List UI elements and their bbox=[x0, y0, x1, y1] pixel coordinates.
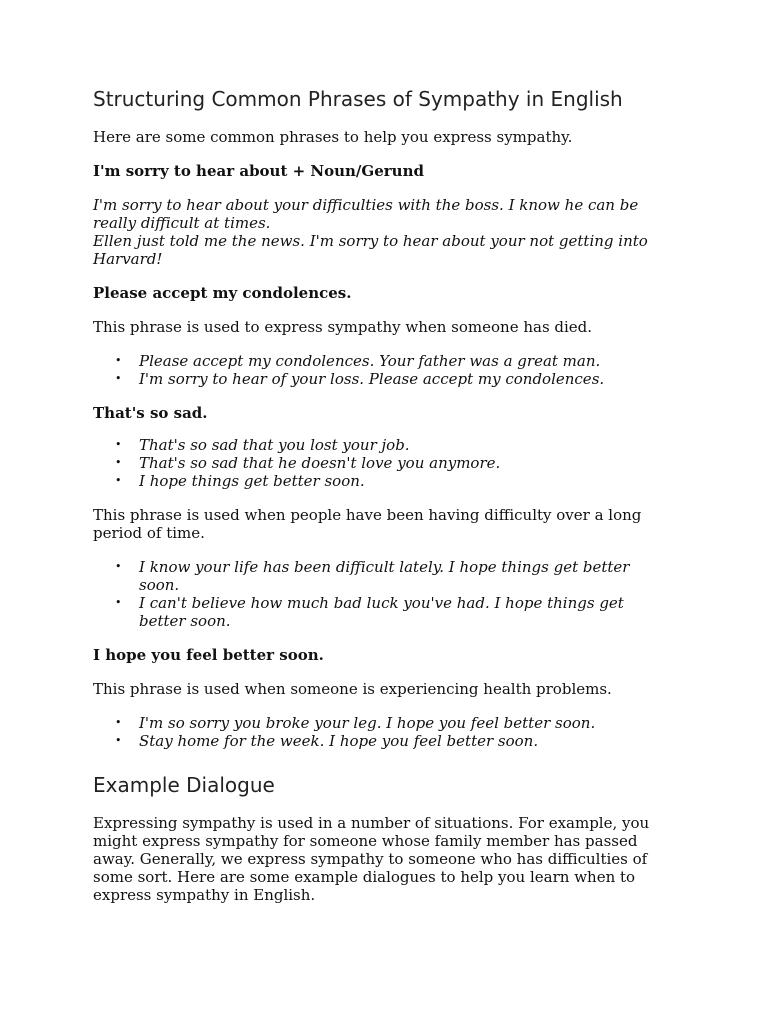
list-item: • Stay home for the week. I hope you feel better soon. bbox=[115, 732, 539, 750]
difficulty-description: This phrase is used when people have been having difficulty over a long period of time. bbox=[93, 506, 642, 542]
so-sad-list bbox=[93, 436, 673, 490]
condolences-description: This phrase is used to express sympathy when someone has died. bbox=[93, 318, 593, 336]
condolences-list bbox=[93, 352, 673, 388]
bullet-icon: • bbox=[115, 734, 122, 747]
bullet-icon: • bbox=[115, 354, 122, 367]
list-item: • I'm sorry to hear of your loss. Please accept my condolences. bbox=[115, 370, 605, 388]
bullet-icon: • bbox=[115, 456, 122, 469]
example-sorry-harvard: Ellen just told me the news. I'm sorry to hear about your not getting into Harvard! bbox=[93, 232, 648, 268]
list-item: • Please accept my condolences. Your father was a great man. bbox=[115, 352, 601, 370]
bullet-icon: • bbox=[115, 438, 122, 451]
list-item: • I can't believe how much bad luck you've had. I hope things get better soon. bbox=[115, 594, 624, 630]
bullet-icon: • bbox=[115, 560, 122, 573]
document-page bbox=[93, 86, 673, 904]
dialogue-heading: Example Dialogue bbox=[93, 773, 275, 797]
example-sorry-boss: I'm sorry to hear about your difficulties with the boss. I know he can be really difficult at times. bbox=[93, 196, 639, 232]
list-item: • That's so sad that you lost your job. bbox=[115, 436, 410, 454]
list-item: • I hope things get better soon. bbox=[115, 472, 365, 490]
bullet-icon: • bbox=[115, 596, 122, 609]
bullet-icon: • bbox=[115, 474, 122, 487]
page-title: Structuring Common Phrases of Sympathy in English bbox=[93, 87, 623, 111]
bullet-icon: • bbox=[115, 716, 122, 729]
dialogue-text: Expressing sympathy is used in a number of situations. For example, you might express sympathy for someone whose family member has passed away. Generally, we express sympathy to someone who has difficulties of some sort. Here are some example dialogues to help you learn when to express sympathy in English. bbox=[93, 814, 650, 904]
difficulty-list bbox=[93, 558, 673, 630]
feel-better-list bbox=[93, 714, 673, 750]
intro-text: Here are some common phrases to help you express sympathy. bbox=[93, 128, 573, 146]
section-heading-so-sad: That's so sad. bbox=[93, 404, 208, 422]
feel-better-description: This phrase is used when someone is experiencing health problems. bbox=[93, 680, 612, 698]
section-heading-sorry-to-hear: I'm sorry to hear about + Noun/Gerund bbox=[93, 162, 424, 180]
list-item: • I'm so sorry you broke your leg. I hope you feel better soon. bbox=[115, 714, 596, 732]
section-heading-condolences: Please accept my condolences. bbox=[93, 284, 352, 302]
bullet-icon: • bbox=[115, 372, 122, 385]
list-item: • That's so sad that he doesn't love you anymore. bbox=[115, 454, 501, 472]
list-item: • I know your life has been difficult lately. I hope things get better soon. bbox=[115, 558, 630, 594]
section-heading-feel-better: I hope you feel better soon. bbox=[93, 646, 324, 664]
